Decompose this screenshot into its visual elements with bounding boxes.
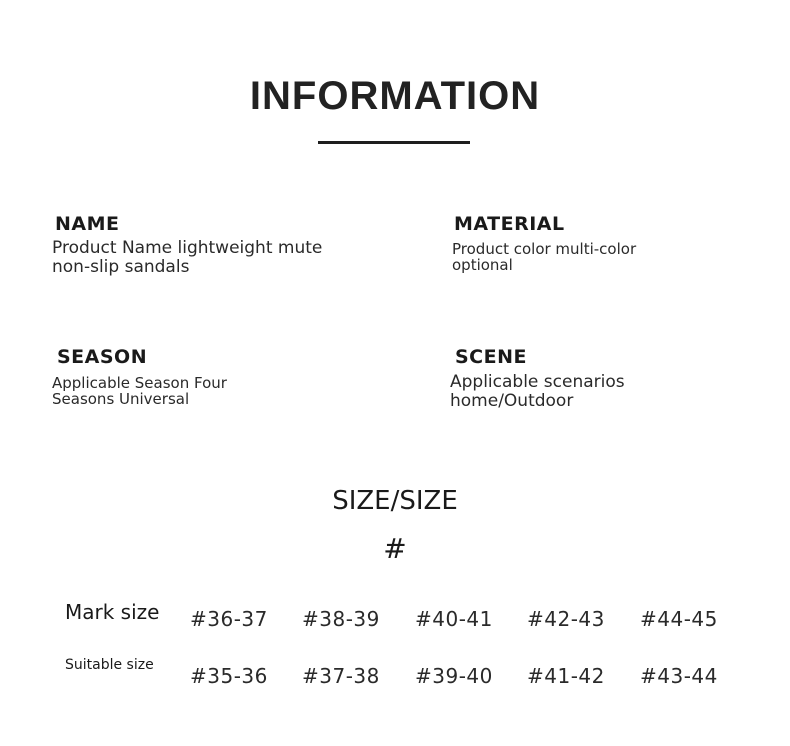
material-desc-line-2: optional (452, 256, 513, 274)
page-title: INFORMATION (249, 74, 541, 118)
suitable-size-value: #35-36 (190, 664, 268, 688)
suitable-size-label: Suitable size (65, 657, 154, 673)
season-heading: SEASON (57, 346, 148, 368)
title-underline (318, 141, 470, 144)
season-desc-line-1: Applicable Season Four (52, 374, 227, 392)
material-heading: MATERIAL (454, 213, 565, 235)
suitable-size-value: #37-38 (302, 664, 380, 688)
mark-size-value: #40-41 (415, 607, 493, 631)
mark-size-value: #44-45 (640, 607, 718, 631)
mark-size-value: #38-39 (302, 607, 380, 631)
suitable-size-value: #41-42 (527, 664, 605, 688)
size-hash-symbol: # (383, 532, 407, 565)
mark-size-value: #42-43 (527, 607, 605, 631)
size-title: SIZE/SIZE (332, 486, 458, 516)
mark-size-label: Mark size (65, 600, 160, 624)
suitable-size-value: #39-40 (415, 664, 493, 688)
mark-size-value: #36-37 (190, 607, 268, 631)
name-desc-line-2: non-slip sandals (52, 257, 190, 277)
suitable-size-value: #43-44 (640, 664, 718, 688)
name-desc-line-1: Product Name lightweight mute (52, 238, 323, 258)
scene-desc-line-2: home/Outdoor (450, 391, 574, 411)
name-heading: NAME (55, 213, 120, 235)
material-desc-line-1: Product color multi-color (452, 240, 637, 258)
scene-heading: SCENE (455, 346, 527, 368)
season-desc-line-2: Seasons Universal (52, 390, 190, 408)
scene-desc-line-1: Applicable scenarios (450, 372, 625, 392)
